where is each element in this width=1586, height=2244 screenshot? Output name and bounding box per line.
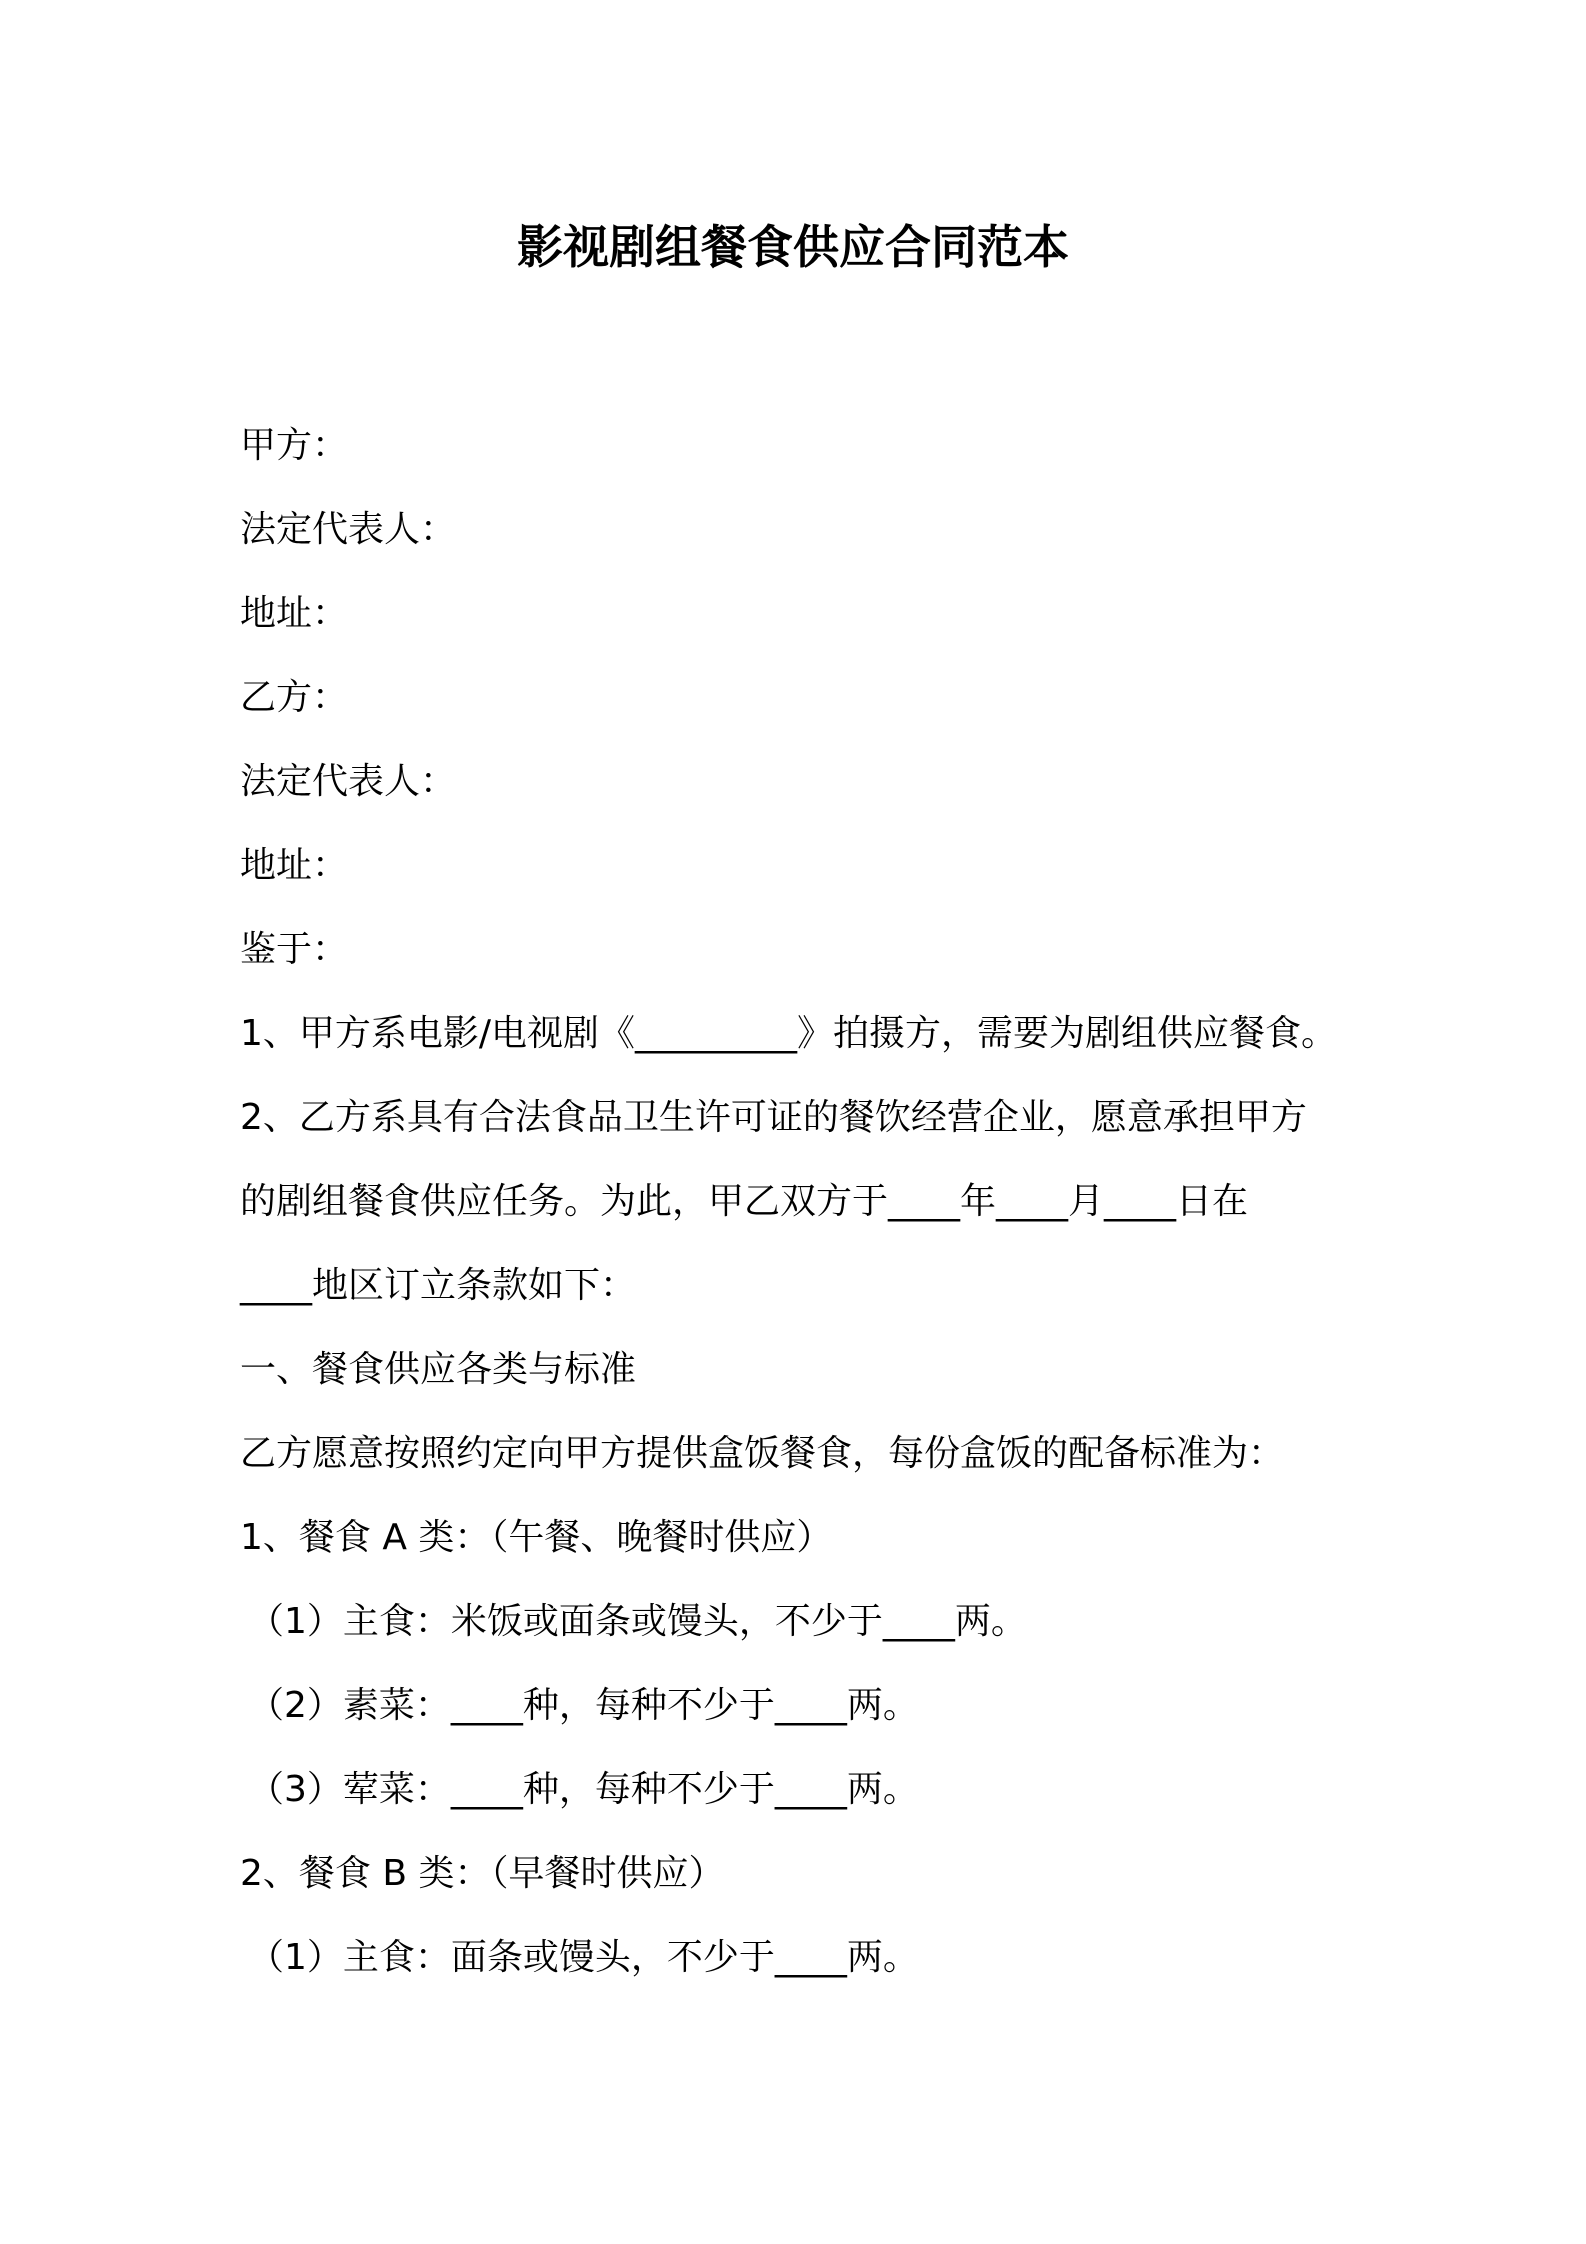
party-a-representative-label: 法定代表人： bbox=[240, 509, 457, 550]
whereas-clause-2-line-3: ____地区订立条款如下： bbox=[240, 1265, 637, 1306]
contract-body bbox=[240, 404, 1400, 2000]
party-b-label: 乙方： bbox=[240, 677, 349, 718]
meal-type-a-heading: 1、餐食 A 类：（午餐、晚餐时供应） bbox=[240, 1517, 833, 1558]
whereas-clause-2-line-1: 2、乙方系具有合法食品卫生许可证的餐饮经营企业，愿意承担甲方 bbox=[240, 1097, 1307, 1138]
meal-b-staple-item: （1）主食：面条或馒头，不少于____两。 bbox=[248, 1937, 919, 1978]
party-a-label: 甲方： bbox=[240, 425, 349, 466]
meal-type-b-heading: 2、餐食 B 类：（早餐时供应） bbox=[240, 1853, 725, 1894]
whereas-heading: 鉴于： bbox=[240, 929, 349, 970]
party-a-address-label: 地址： bbox=[240, 593, 349, 634]
section-1-intro: 乙方愿意按照约定向甲方提供盒饭餐食，每份盒饭的配备标准为： bbox=[240, 1433, 1285, 1474]
section-1-heading: 一、餐食供应各类与标准 bbox=[240, 1349, 637, 1390]
meal-a-meat-item: （3）荤菜：____种，每种不少于____两。 bbox=[248, 1769, 919, 1810]
whereas-clause-1: 1、甲方系电影/电视剧《_________》拍摄方，需要为剧组供应餐食。 bbox=[240, 1013, 1338, 1054]
party-b-address-label: 地址： bbox=[240, 845, 349, 886]
meal-a-vegetable-item: （2）素菜：____种，每种不少于____两。 bbox=[248, 1685, 919, 1726]
document-title: 影视剧组餐食供应合同范本 bbox=[517, 220, 1069, 274]
whereas-clause-2-line-2: 的剧组餐食供应任务。为此，甲乙双方于____年____月____日在 bbox=[240, 1181, 1249, 1222]
party-b-representative-label: 法定代表人： bbox=[240, 761, 457, 802]
meal-a-staple-item: （1）主食：米饭或面条或馒头，不少于____两。 bbox=[248, 1601, 1027, 1642]
